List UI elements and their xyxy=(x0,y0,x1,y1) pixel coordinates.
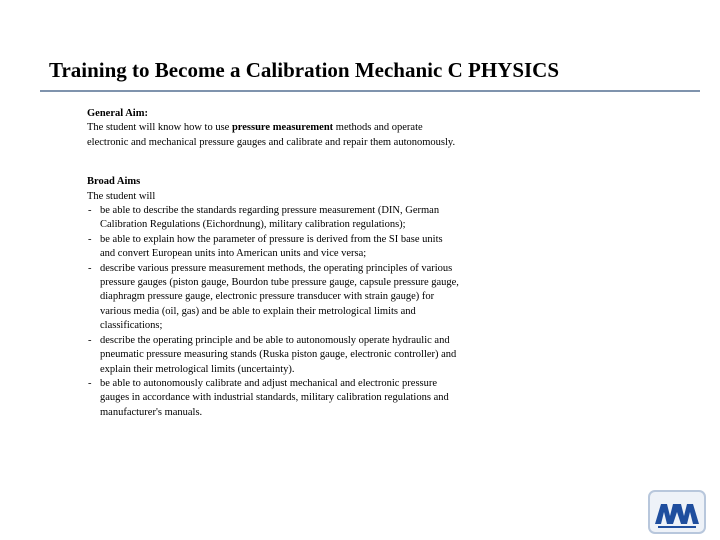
list-item xyxy=(87,204,527,233)
list-item-line: Calibration Regulations (Eichordnung), military calibration regulations); xyxy=(100,219,406,231)
list-item-line: be able to explain how the parameter of pressure is derived from the SI base units xyxy=(100,233,443,245)
slide-body xyxy=(87,107,527,420)
list-item-line: describe various pressure measurement methods, the operating principles of various xyxy=(100,262,453,274)
dash-bullet: - xyxy=(88,377,92,389)
list-item xyxy=(87,334,527,377)
list-item-line: describe the operating principle and be able to autonomously operate hydraulic and xyxy=(100,334,450,346)
slide-title: Training to Become a Calibration Mechanic C PHYSICS xyxy=(49,58,560,82)
general-aim-heading: General Aim: xyxy=(87,108,148,119)
dash-bullet: - xyxy=(88,334,92,346)
list-item-line: manufacturer's manuals. xyxy=(100,406,203,418)
general-aim-section xyxy=(87,107,527,150)
broad-aims-section xyxy=(87,175,527,420)
general-aim-line-2: electronic and mechanical pressure gauges and calibrate and repair them autonomously. xyxy=(87,136,456,148)
list-item-line: pneumatic pressure measuring stands (Ruska piston gauge, electronic controller) and xyxy=(100,349,457,361)
dash-bullet: - xyxy=(88,262,92,274)
list-item-line: be able to describe the standards regarding pressure measurement (DIN, German xyxy=(100,205,440,217)
general-aim-emphasis: pressure measurement xyxy=(231,122,334,134)
broad-aims-heading: Broad Aims xyxy=(87,176,141,188)
title-divider xyxy=(40,90,700,92)
list-item-line: gauges in accordance with industrial standards, military calibration regulations and xyxy=(100,392,449,404)
list-item-line: and convert European units into American units and vice versa; xyxy=(100,248,367,260)
m-logo-graphic xyxy=(648,490,706,534)
broad-aims-intro: The student will xyxy=(87,190,156,202)
list-item-line: be able to autonomously calibrate and adjust mechanical and electronic pressure xyxy=(100,377,438,389)
list-item-line: classifications; xyxy=(100,320,163,332)
general-aim-line-1 xyxy=(87,121,527,135)
list-item xyxy=(87,377,527,420)
dash-bullet: - xyxy=(88,233,92,245)
list-item xyxy=(87,262,527,334)
list-item-line: explain their metrological limits (uncertainty). xyxy=(100,363,295,375)
broad-aims-list xyxy=(87,204,527,420)
list-item xyxy=(87,233,527,262)
dash-bullet: - xyxy=(88,205,92,217)
list-item-line: pressure gauges (piston gauge, Bourdon tube pressure gauge, capsule pressure gauge, xyxy=(100,277,459,289)
list-item-line: various media (oil, gas) and be able to explain their metrological limits and xyxy=(100,305,416,317)
general-aim-line-1-end: methods and operate xyxy=(333,122,423,134)
m-logo-icon xyxy=(648,490,706,534)
list-item-line: diaphragm pressure gauge, electronic pressure transducer with strain gauge) for xyxy=(100,291,435,303)
general-aim-line-1-start: The student will know how to use xyxy=(87,122,232,134)
